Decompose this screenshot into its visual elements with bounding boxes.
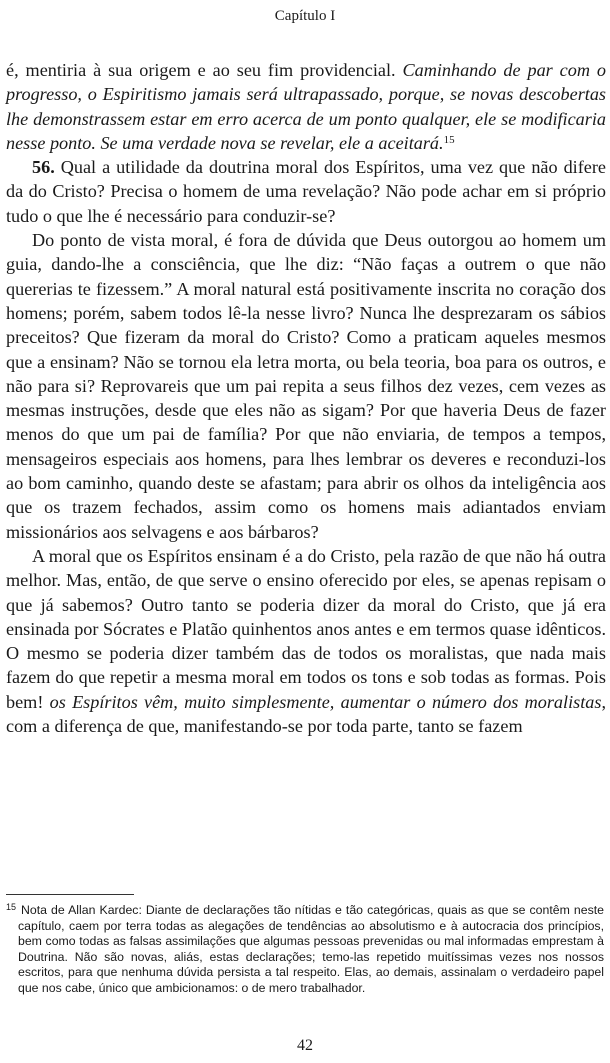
- paragraph-italic-text: os Espíritos vêm, muito simplesmente, aumentar o número dos moralistas: [49, 691, 602, 712]
- footnote-number: 15: [6, 901, 17, 912]
- page-number: 42: [297, 1037, 313, 1054]
- footnote-text: Nota de Allan Kardec: Diante de declarações tão nítidas e tão categóricas, quais as que se contêm neste capítulo, caem por terra todas as alegações de tendências ao absolutismo e à autocracia dos princípios, bem como todas as falsas assimilações que algumas pessoas prevenidas ou mal informadas emprestam à Doutrina. Não são novas, aliás, estas declarações; temo-las repetido muitíssimas vezes nos nossos escritos, para que nenhuma dúvida persista a tal respeito. Elas, ao demais, assinalam o verdadeiro papel que nos cabe, único que ambicionamos: o de mero trabalhador.: [18, 903, 604, 995]
- paragraph-continuation: [6, 58, 606, 155]
- question-paragraph: [6, 155, 606, 228]
- answer-paragraph-continued: [6, 544, 606, 738]
- footnote-reference[interactable]: 15: [443, 133, 455, 146]
- paragraph-tail-text: , com a diferença de que, manifestando-se por toda parte, tanto se fazem: [6, 691, 606, 737]
- footnote: [6, 903, 604, 997]
- paragraph-text: A moral que os Espíritos ensinam é a do Cristo, pela razão de que não há outra melhor. Mas, então, de que serve o ensino oferecido por eles, se apenas repisam o que já sabemos? Outro tanto se poderia dizer da moral do Cristo, que já era ensinada por Sócrates e Platão quinhentos anos antes e em termos quase idênticos. O mesmo se poderia dizer também das de todos os moralistas, que nada mais fazem do que repetir a mesma moral em todos os tons e sob todas as formas. Pois bem!: [6, 545, 606, 712]
- paragraph-text: é, mentiria à sua origem e ao seu fim providencial.: [6, 60, 403, 80]
- question-text: Qual a utilidade da doutrina moral dos Espíritos, uma vez que não difere da do Cristo? Precisa o homem de uma revelação? Não pode achar em si próprio tudo o que lhe é necessário para conduzir-se?: [6, 157, 606, 226]
- question-number: 56.: [32, 157, 55, 178]
- running-head: Capítulo I: [274, 8, 336, 24]
- body-text: [6, 58, 606, 738]
- answer-paragraph: Do ponto de vista moral, é fora de dúvida que Deus outorgou ao homem um guia, dando-lhe a consciência, que lhe diz: “Não faças a outrem o que não quererias te fizessem.” A moral natural está positivamente inscrita no coração dos homens; porém, sabem todos lê-la nesse livro? Nunca lhe desprezaram os sábios preceitos? Que fizeram da moral do Cristo? Como a praticam aqueles mesmos que a ensinam? Não se tornou ela letra morta, ou bela teoria, boa para os outros, e não para si? Reprovareis que um pai repita a seus filhos dez vezes, cem vezes as mesmas instruções, desde que eles não as sigam? Por que haveria Deus de fazer menos do que um pai de família? Por que não enviaria, de tempos a tempos, mensageiros especiais aos homens, para lhes lembrar os deveres e reconduzi-los ao bom caminho, quando deste se afastam; para abrir os olhos da inteligência aos que os trazem fechados, assim como os homens mais adiantados enviam missionários aos selvagens e aos bárbaros?: [6, 230, 606, 542]
- footnote-divider: [6, 894, 134, 895]
- paragraph-italic-text: Caminhando de par com o progresso, o Espiritismo jamais será ultrapassado, porque, se novas descobertas lhe demonstrassem estar em erro acerca de um ponto qualquer, ele se modificaria nesse ponto. Se uma verdade nova se revelar, ele a aceitará.: [6, 60, 606, 153]
